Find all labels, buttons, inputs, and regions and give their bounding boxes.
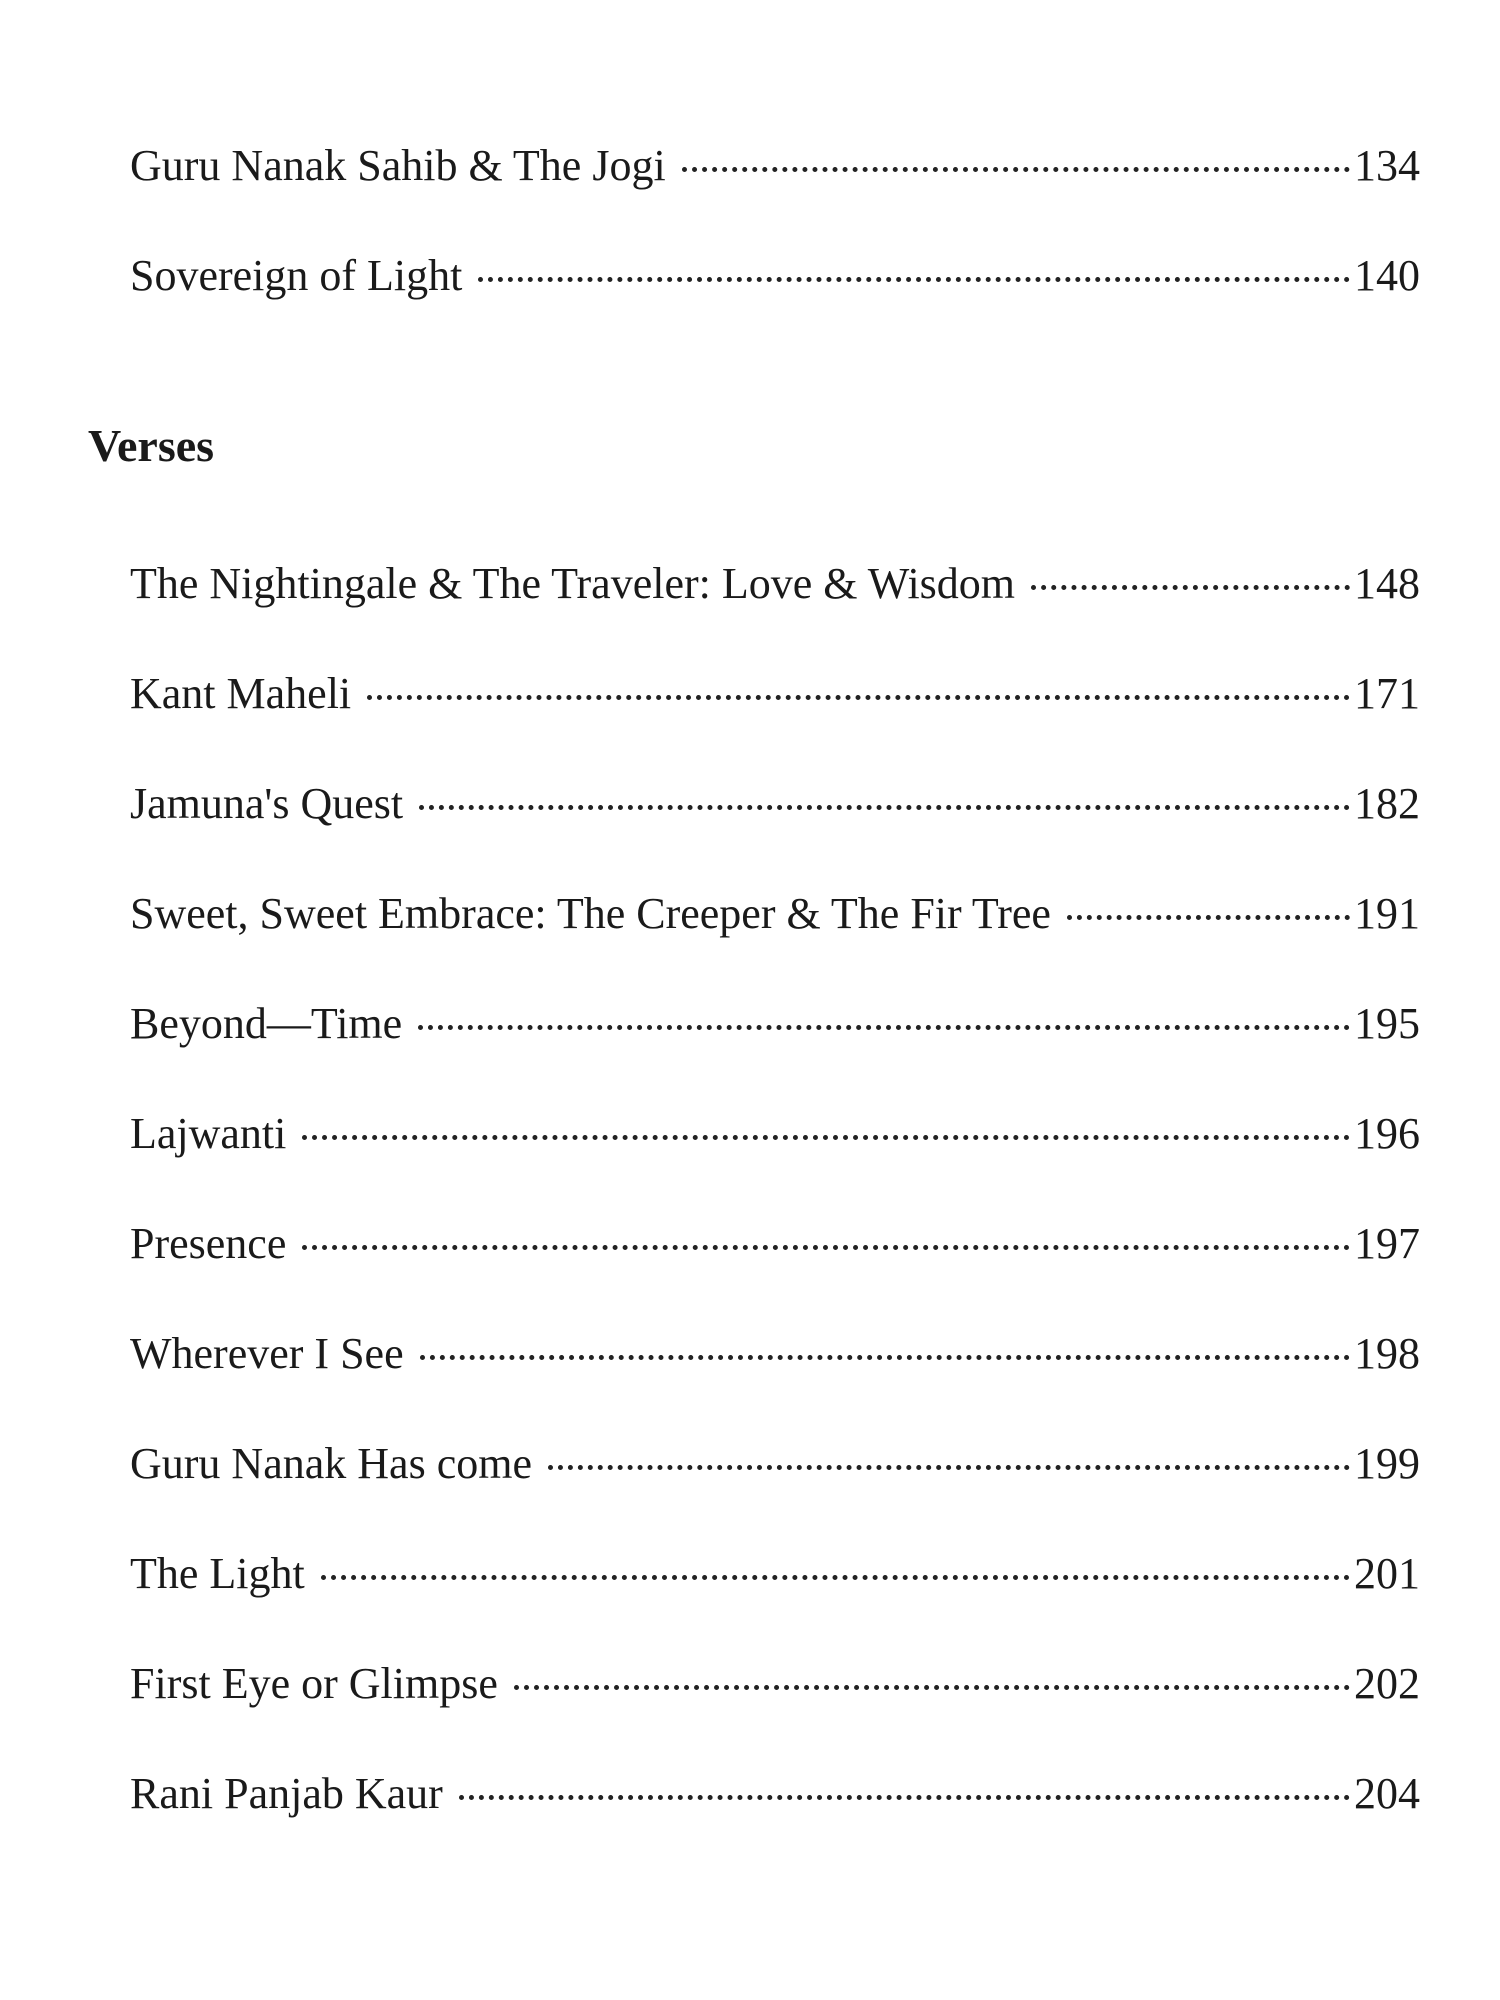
- toc-entry-title: Jamuna's Quest: [130, 779, 404, 828]
- toc-entry: [130, 1434, 1420, 1494]
- dot-leader: [420, 1355, 1350, 1360]
- dot-leader: [418, 1025, 1350, 1030]
- toc-entry-page: 195: [1354, 999, 1420, 1048]
- toc-entry-title: The Nightingale & The Traveler: Love & Wisdom: [130, 559, 1016, 608]
- dot-leader: [302, 1245, 1350, 1250]
- toc-entry-title: Guru Nanak Has come: [130, 1439, 532, 1488]
- toc-entry-page: 140: [1354, 251, 1420, 300]
- dot-leader: [478, 277, 1350, 282]
- dot-leader: [302, 1135, 1350, 1140]
- dot-leader: [321, 1575, 1350, 1580]
- toc-entry-title: Sweet, Sweet Embrace: The Creeper & The Fir Tree: [130, 889, 1051, 938]
- dot-leader: [548, 1465, 1350, 1470]
- toc-entry: [130, 1214, 1420, 1274]
- toc-entry-page: 201: [1354, 1549, 1420, 1598]
- toc-entry-title: First Eye or Glimpse: [130, 1659, 498, 1708]
- toc-entry: [130, 554, 1420, 614]
- toc-entry-page: 134: [1354, 141, 1420, 190]
- toc-entry-title: The Light: [130, 1549, 305, 1598]
- toc-entry-page: 202: [1354, 1659, 1420, 1708]
- toc-entry: [130, 884, 1420, 944]
- dot-leader: [1067, 915, 1350, 920]
- toc-entry: [130, 1654, 1420, 1714]
- toc-entry: [130, 994, 1420, 1054]
- toc-entry-title: Beyond—Time: [130, 999, 403, 1048]
- toc-entry-page: 171: [1354, 669, 1420, 718]
- toc-entry-title: Sovereign of Light: [130, 251, 463, 300]
- toc-entry: [130, 774, 1420, 834]
- toc-entry: [130, 136, 1420, 196]
- toc-entry-title: Presence: [130, 1219, 287, 1268]
- toc-entry-title: Rani Panjab Kaur: [130, 1769, 443, 1818]
- dot-leader: [419, 805, 1350, 810]
- toc-entry-page: 204: [1354, 1769, 1420, 1818]
- toc-entry-title: Guru Nanak Sahib & The Jogi: [130, 141, 666, 190]
- toc-entry-page: 191: [1354, 889, 1420, 938]
- toc-entry: [130, 1764, 1420, 1824]
- dot-leader: [682, 167, 1350, 172]
- dot-leader: [514, 1685, 1350, 1690]
- toc-entry: [130, 1104, 1420, 1164]
- toc-entry-page: 148: [1354, 559, 1420, 608]
- toc-entry-page: 197: [1354, 1219, 1420, 1268]
- toc-entry-page: 198: [1354, 1329, 1420, 1378]
- toc-entry-page: 196: [1354, 1109, 1420, 1158]
- toc-entry-title: Kant Maheli: [130, 669, 352, 718]
- toc-entry: [130, 664, 1420, 724]
- toc-entry: [130, 246, 1420, 306]
- toc-entry-page: 199: [1354, 1439, 1420, 1488]
- dot-leader: [1031, 585, 1350, 590]
- toc-entry-page: 182: [1354, 779, 1420, 828]
- toc-entry: [130, 1324, 1420, 1384]
- toc-entry-title: Lajwanti: [130, 1109, 287, 1158]
- section-heading: Verses: [88, 420, 215, 471]
- toc-entry-title: Wherever I See: [130, 1329, 404, 1378]
- dot-leader: [459, 1795, 1350, 1800]
- toc-entry: [130, 1544, 1420, 1604]
- dot-leader: [367, 695, 1350, 700]
